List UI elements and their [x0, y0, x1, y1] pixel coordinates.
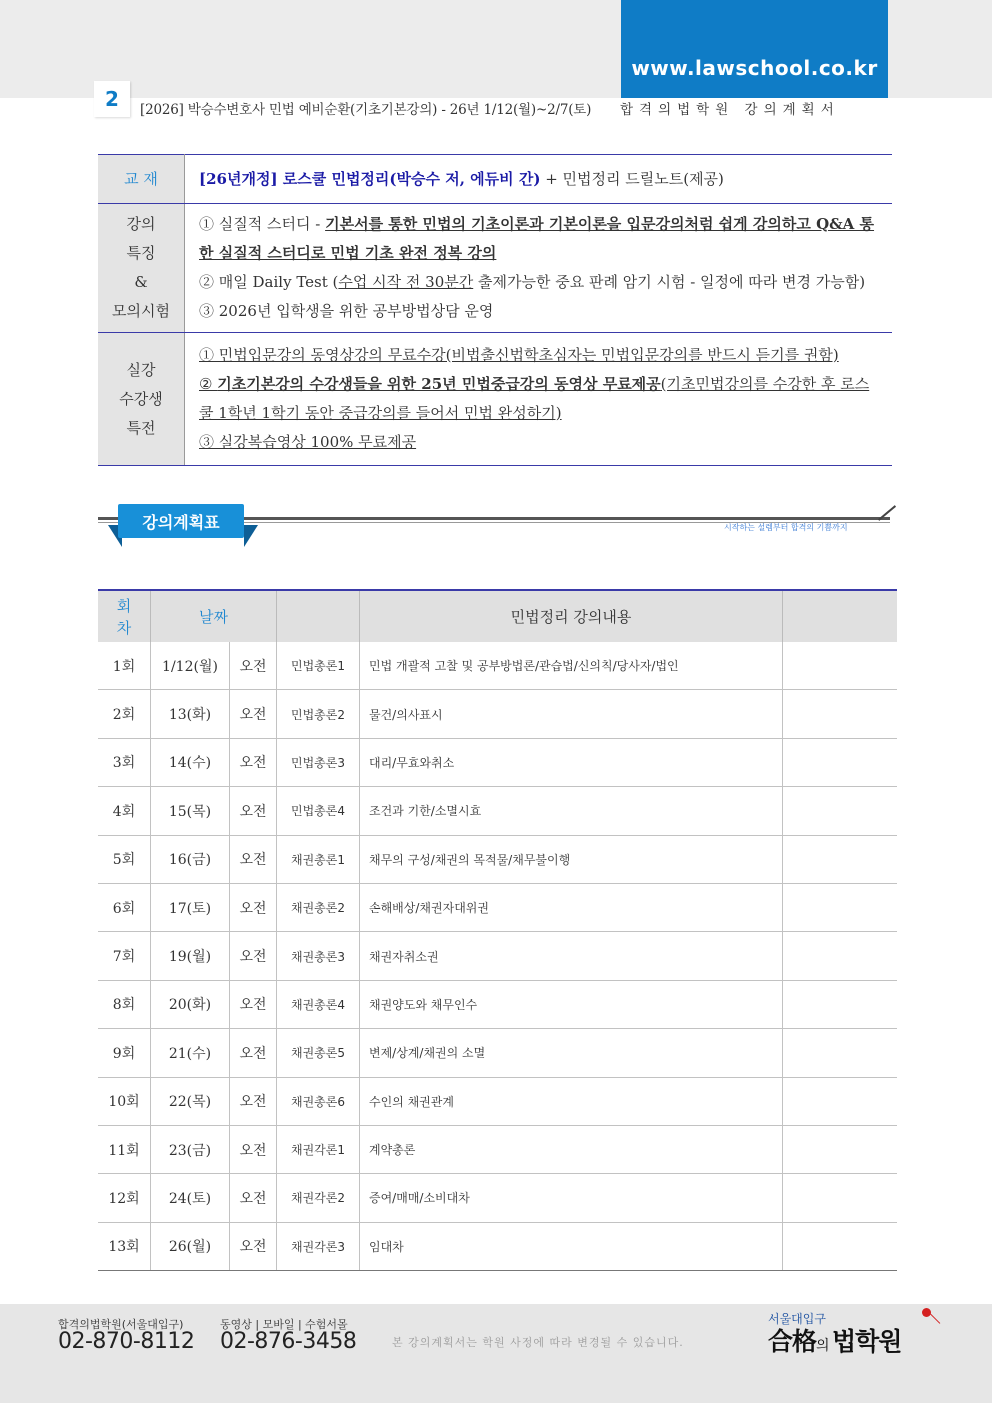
session-subject: 채권총론1	[277, 835, 360, 883]
session-time: 오전	[230, 1222, 277, 1270]
session-content: 수인의 채권관계	[360, 1077, 783, 1125]
session-time: 오전	[230, 738, 277, 786]
features-label-line: &	[134, 273, 148, 291]
schedule-row	[98, 642, 897, 690]
course-info-table	[98, 154, 892, 466]
benefit-item-3: ③ 실강복습영상 100% 무료제공	[199, 433, 417, 451]
session-content: 채권자취소권	[360, 932, 783, 980]
branch2-phone[interactable]: 02-876-3458	[220, 1329, 357, 1354]
section-ribbon-title: 강의계획표	[118, 504, 244, 538]
session-content: 물건/의사표시	[360, 690, 783, 738]
session-subject: 채권총론5	[277, 1029, 360, 1077]
session-content: 증여/매매/소비대차	[360, 1174, 783, 1222]
schedule-row	[98, 1125, 897, 1173]
session-extra	[783, 835, 898, 883]
benefits-label-line: 실강	[126, 360, 156, 379]
textbook-label: 교 재	[98, 155, 185, 204]
feature-item-2: ② 매일 Daily Test (수업 시작 전 30분간 출제가능한 중요 판례 암기 시험 - 일정에 따라 변경 가능함)	[199, 273, 866, 291]
session-time: 오전	[230, 1077, 277, 1125]
session-subject: 민법총론3	[277, 738, 360, 786]
session-extra	[783, 1174, 898, 1222]
brand-subtitle: 서울대입구	[768, 1312, 826, 1326]
session-date: 20(화)	[151, 980, 230, 1028]
session-date: 19(월)	[151, 932, 230, 980]
session-time: 오전	[230, 1029, 277, 1077]
page-number: 2	[94, 81, 130, 117]
session-subject: 채권각론3	[277, 1222, 360, 1270]
session-time: 오전	[230, 883, 277, 931]
session-subject: 채권각론1	[277, 1125, 360, 1173]
section-slogan: 시작하는 설렘부터 합격의 기쁨까지	[724, 523, 848, 532]
session-content: 채무의 구성/채권의 목적물/채무불이행	[360, 835, 783, 883]
session-extra	[783, 690, 898, 738]
session-number: 12회	[98, 1174, 151, 1222]
session-date: 14(수)	[151, 738, 230, 786]
schedule-row	[98, 980, 897, 1028]
session-content: 민법 개괄적 고찰 및 공부방법론/관습법/신의칙/당사자/법인	[360, 642, 783, 690]
benefits-label	[98, 333, 185, 466]
session-time: 오전	[230, 835, 277, 883]
feature-item-1: ① 실질적 스터디 - 기본서를 통한 민법의 기초이론과 기본이론을 입문강의처럼 쉽게 강의하고 Q&A 통한 실질적 스터디로 민법 기초 완전 정복 강의	[199, 215, 875, 262]
session-date: 23(금)	[151, 1125, 230, 1173]
textbook-title: [26년개정] 로스쿨 민법정리(박승수 저, 에듀비 간)	[199, 169, 541, 188]
session-extra	[783, 932, 898, 980]
session-date: 13(화)	[151, 690, 230, 738]
session-number: 5회	[98, 835, 151, 883]
session-subject: 채권총론2	[277, 883, 360, 931]
session-extra	[783, 1222, 898, 1270]
session-subject: 민법총론2	[277, 690, 360, 738]
textbook-extra: + 민법정리 드릴노트(제공)	[540, 169, 724, 188]
header-extra	[783, 590, 898, 642]
schedule-row	[98, 1029, 897, 1077]
session-content: 임대차	[360, 1222, 783, 1270]
session-content: 대리/무효와취소	[360, 738, 783, 786]
session-number: 7회	[98, 932, 151, 980]
document-title: 합격의법학원 강의계획서	[618, 98, 840, 118]
session-content: 채권양도와 채무인수	[360, 980, 783, 1028]
schedule-row	[98, 932, 897, 980]
session-content: 조건과 기한/소멸시효	[360, 787, 783, 835]
session-date: 16(금)	[151, 835, 230, 883]
features-row	[98, 204, 892, 333]
features-label-line: 강의	[126, 215, 156, 233]
session-number: 13회	[98, 1222, 151, 1270]
header-date: 날짜	[151, 590, 277, 642]
session-time: 오전	[230, 980, 277, 1028]
benefits-label-line: 특전	[126, 418, 156, 437]
session-extra	[783, 787, 898, 835]
session-subject: 채권각론2	[277, 1174, 360, 1222]
session-date: 21(수)	[151, 1029, 230, 1077]
features-label	[98, 204, 185, 333]
features-content	[185, 204, 893, 333]
session-time: 오전	[230, 1174, 277, 1222]
session-date: 22(목)	[151, 1077, 230, 1125]
session-extra	[783, 1029, 898, 1077]
session-number: 8회	[98, 980, 151, 1028]
session-date: 1/12(월)	[151, 642, 230, 690]
textbook-row	[98, 155, 892, 204]
schedule-row	[98, 835, 897, 883]
session-time: 오전	[230, 690, 277, 738]
session-number: 3회	[98, 738, 151, 786]
session-subject: 채권총론4	[277, 980, 360, 1028]
schedule-row	[98, 787, 897, 835]
session-date: 26(월)	[151, 1222, 230, 1270]
session-extra	[783, 980, 898, 1028]
benefit-item-1: ① 민법입문강의 동영상강의 무료수강(비법출신법학초심자는 민법입문강의를 반드시 듣기를 권함)	[199, 346, 839, 364]
session-date: 24(토)	[151, 1174, 230, 1222]
session-content: 손해배상/채권자대위권	[360, 883, 783, 931]
session-extra	[783, 1125, 898, 1173]
branch2-label: 동영상 | 모바일 | 수험서몰	[220, 1318, 348, 1331]
schedule-row	[98, 1077, 897, 1125]
session-time: 오전	[230, 932, 277, 980]
schedule-row	[98, 690, 897, 738]
ribbon-tail-right	[244, 525, 258, 547]
session-number: 6회	[98, 883, 151, 931]
session-subject: 채권총론6	[277, 1077, 360, 1125]
session-number: 11회	[98, 1125, 151, 1173]
session-number: 9회	[98, 1029, 151, 1077]
header-content: 민법정리 강의내용	[360, 590, 783, 642]
session-extra	[783, 1077, 898, 1125]
course-title: [2026] 박승수변호사 민법 예비순환(기초기본강의) - 26년 1/12(월)~2/7(토)	[140, 102, 592, 118]
footer-note: 본 강의계획서는 학원 사정에 따라 변경될 수 있습니다.	[392, 1336, 684, 1349]
session-time: 오전	[230, 642, 277, 690]
session-date: 17(토)	[151, 883, 230, 931]
session-content: 변제/상계/채권의 소멸	[360, 1029, 783, 1077]
schedule-row	[98, 1174, 897, 1222]
header-subject	[277, 590, 360, 642]
benefits-label-line: 수강생	[119, 389, 163, 408]
schedule-row	[98, 1222, 897, 1270]
feature-item-3: ③ 2026년 입학생을 위한 공부방법상담 운영	[199, 302, 494, 320]
session-subject: 민법총론4	[277, 787, 360, 835]
session-number: 10회	[98, 1077, 151, 1125]
benefit-item-2: ② 기초기본강의 수강생들을 위한 25년 민법중급강의 동영상 무료제공(기초민법강의를 수강한 후 로스쿨 1학년 1학기 동안 중급강의를 들어서 민법 완성하기)	[199, 375, 870, 422]
features-label-line: 모의시험	[112, 302, 170, 320]
features-label-line: 특징	[126, 244, 156, 262]
benefits-content	[185, 333, 893, 466]
session-extra	[783, 642, 898, 690]
session-extra	[783, 883, 898, 931]
session-date: 15(목)	[151, 787, 230, 835]
benefits-row	[98, 333, 892, 466]
site-url-link[interactable]: www.lawschool.co.kr	[621, 0, 888, 98]
session-subject: 민법총론1	[277, 642, 360, 690]
session-number: 1회	[98, 642, 151, 690]
branch1-label: 합격의법학원(서울대입구)	[58, 1318, 184, 1331]
branch1-phone[interactable]: 02-870-8112	[58, 1329, 195, 1354]
brand-logo: 合格의 법학원	[768, 1327, 902, 1356]
schedule-row	[98, 738, 897, 786]
session-time: 오전	[230, 787, 277, 835]
session-subject: 채권총론3	[277, 932, 360, 980]
session-number: 2회	[98, 690, 151, 738]
schedule-row	[98, 883, 897, 931]
session-number: 4회	[98, 787, 151, 835]
schedule-header-row	[98, 590, 897, 642]
textbook-content	[185, 155, 893, 204]
session-extra	[783, 738, 898, 786]
session-time: 오전	[230, 1125, 277, 1173]
schedule-table	[98, 589, 897, 1271]
header-no: 회 차	[98, 590, 151, 642]
session-content: 계약총론	[360, 1125, 783, 1173]
